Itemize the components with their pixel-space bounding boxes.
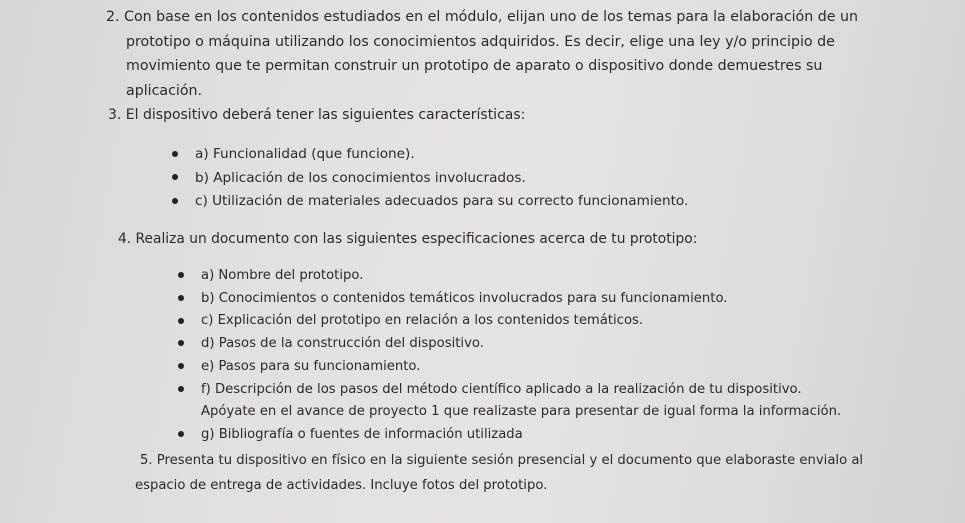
specifications-note: Apóyate en el avance de proyecto 1 que realizaste para presentar de igual forma la información. bbox=[201, 404, 842, 420]
list-item: c) Explicación del prototipo en relación a los contenidos temáticos. bbox=[176, 310, 841, 333]
list-item: c) Utilización de materiales adecuados para su correcto funcionamiento. bbox=[170, 190, 688, 214]
instruction-2-line-4: aplicación. bbox=[126, 82, 203, 99]
list-item: g) Bibliografía o fuentes de información utilizada bbox=[176, 424, 841, 447]
instruction-2-line-2: prototipo o máquina utilizando los conocimientos adquiridos. Es decir, elige una ley y/o principio de bbox=[126, 33, 835, 50]
instruction-5-line-1: 5. Presenta tu dispositivo en físico en la siguiente sesión presencial y el documento que elaboraste envialo al bbox=[140, 453, 864, 468]
instruction-4-heading: 4. Realiza un documento con las siguientes especificaciones acerca de tu prototipo: bbox=[118, 231, 698, 247]
instruction-2-line-1: 2. Con base en los contenidos estudiados en el módulo, elijan uno de los temas para la elaboración de un bbox=[106, 9, 858, 25]
list-item: f) Descripción de los pasos del método científico aplicado a la realización de tu dispositivo. bbox=[176, 379, 841, 402]
list-item: b) Conocimientos o contenidos temáticos involucrados para su funcionamiento. bbox=[176, 288, 841, 311]
specifications-list bbox=[176, 265, 841, 447]
list-item: a) Nombre del prototipo. bbox=[176, 265, 841, 288]
list-item: b) Aplicación de los conocimientos involucrados. bbox=[170, 167, 688, 191]
instruction-2 bbox=[106, 5, 858, 103]
list-item: e) Pasos para su funcionamiento. bbox=[176, 356, 841, 379]
instruction-2-line-3: movimiento que te permitan construir un prototipo de aparato o dispositivo donde demuestres su bbox=[126, 58, 823, 74]
list-item: a) Funcionalidad (que funcione). bbox=[170, 143, 688, 167]
characteristics-list bbox=[170, 143, 688, 214]
list-item: d) Pasos de la construcción del dispositivo. bbox=[176, 333, 841, 356]
instruction-3-heading: 3. El dispositivo deberá tener las siguientes características: bbox=[108, 107, 526, 123]
instruction-5-line-2: espacio de entrega de actividades. Incluye fotos del prototipo. bbox=[135, 478, 548, 493]
instruction-5 bbox=[135, 448, 864, 498]
